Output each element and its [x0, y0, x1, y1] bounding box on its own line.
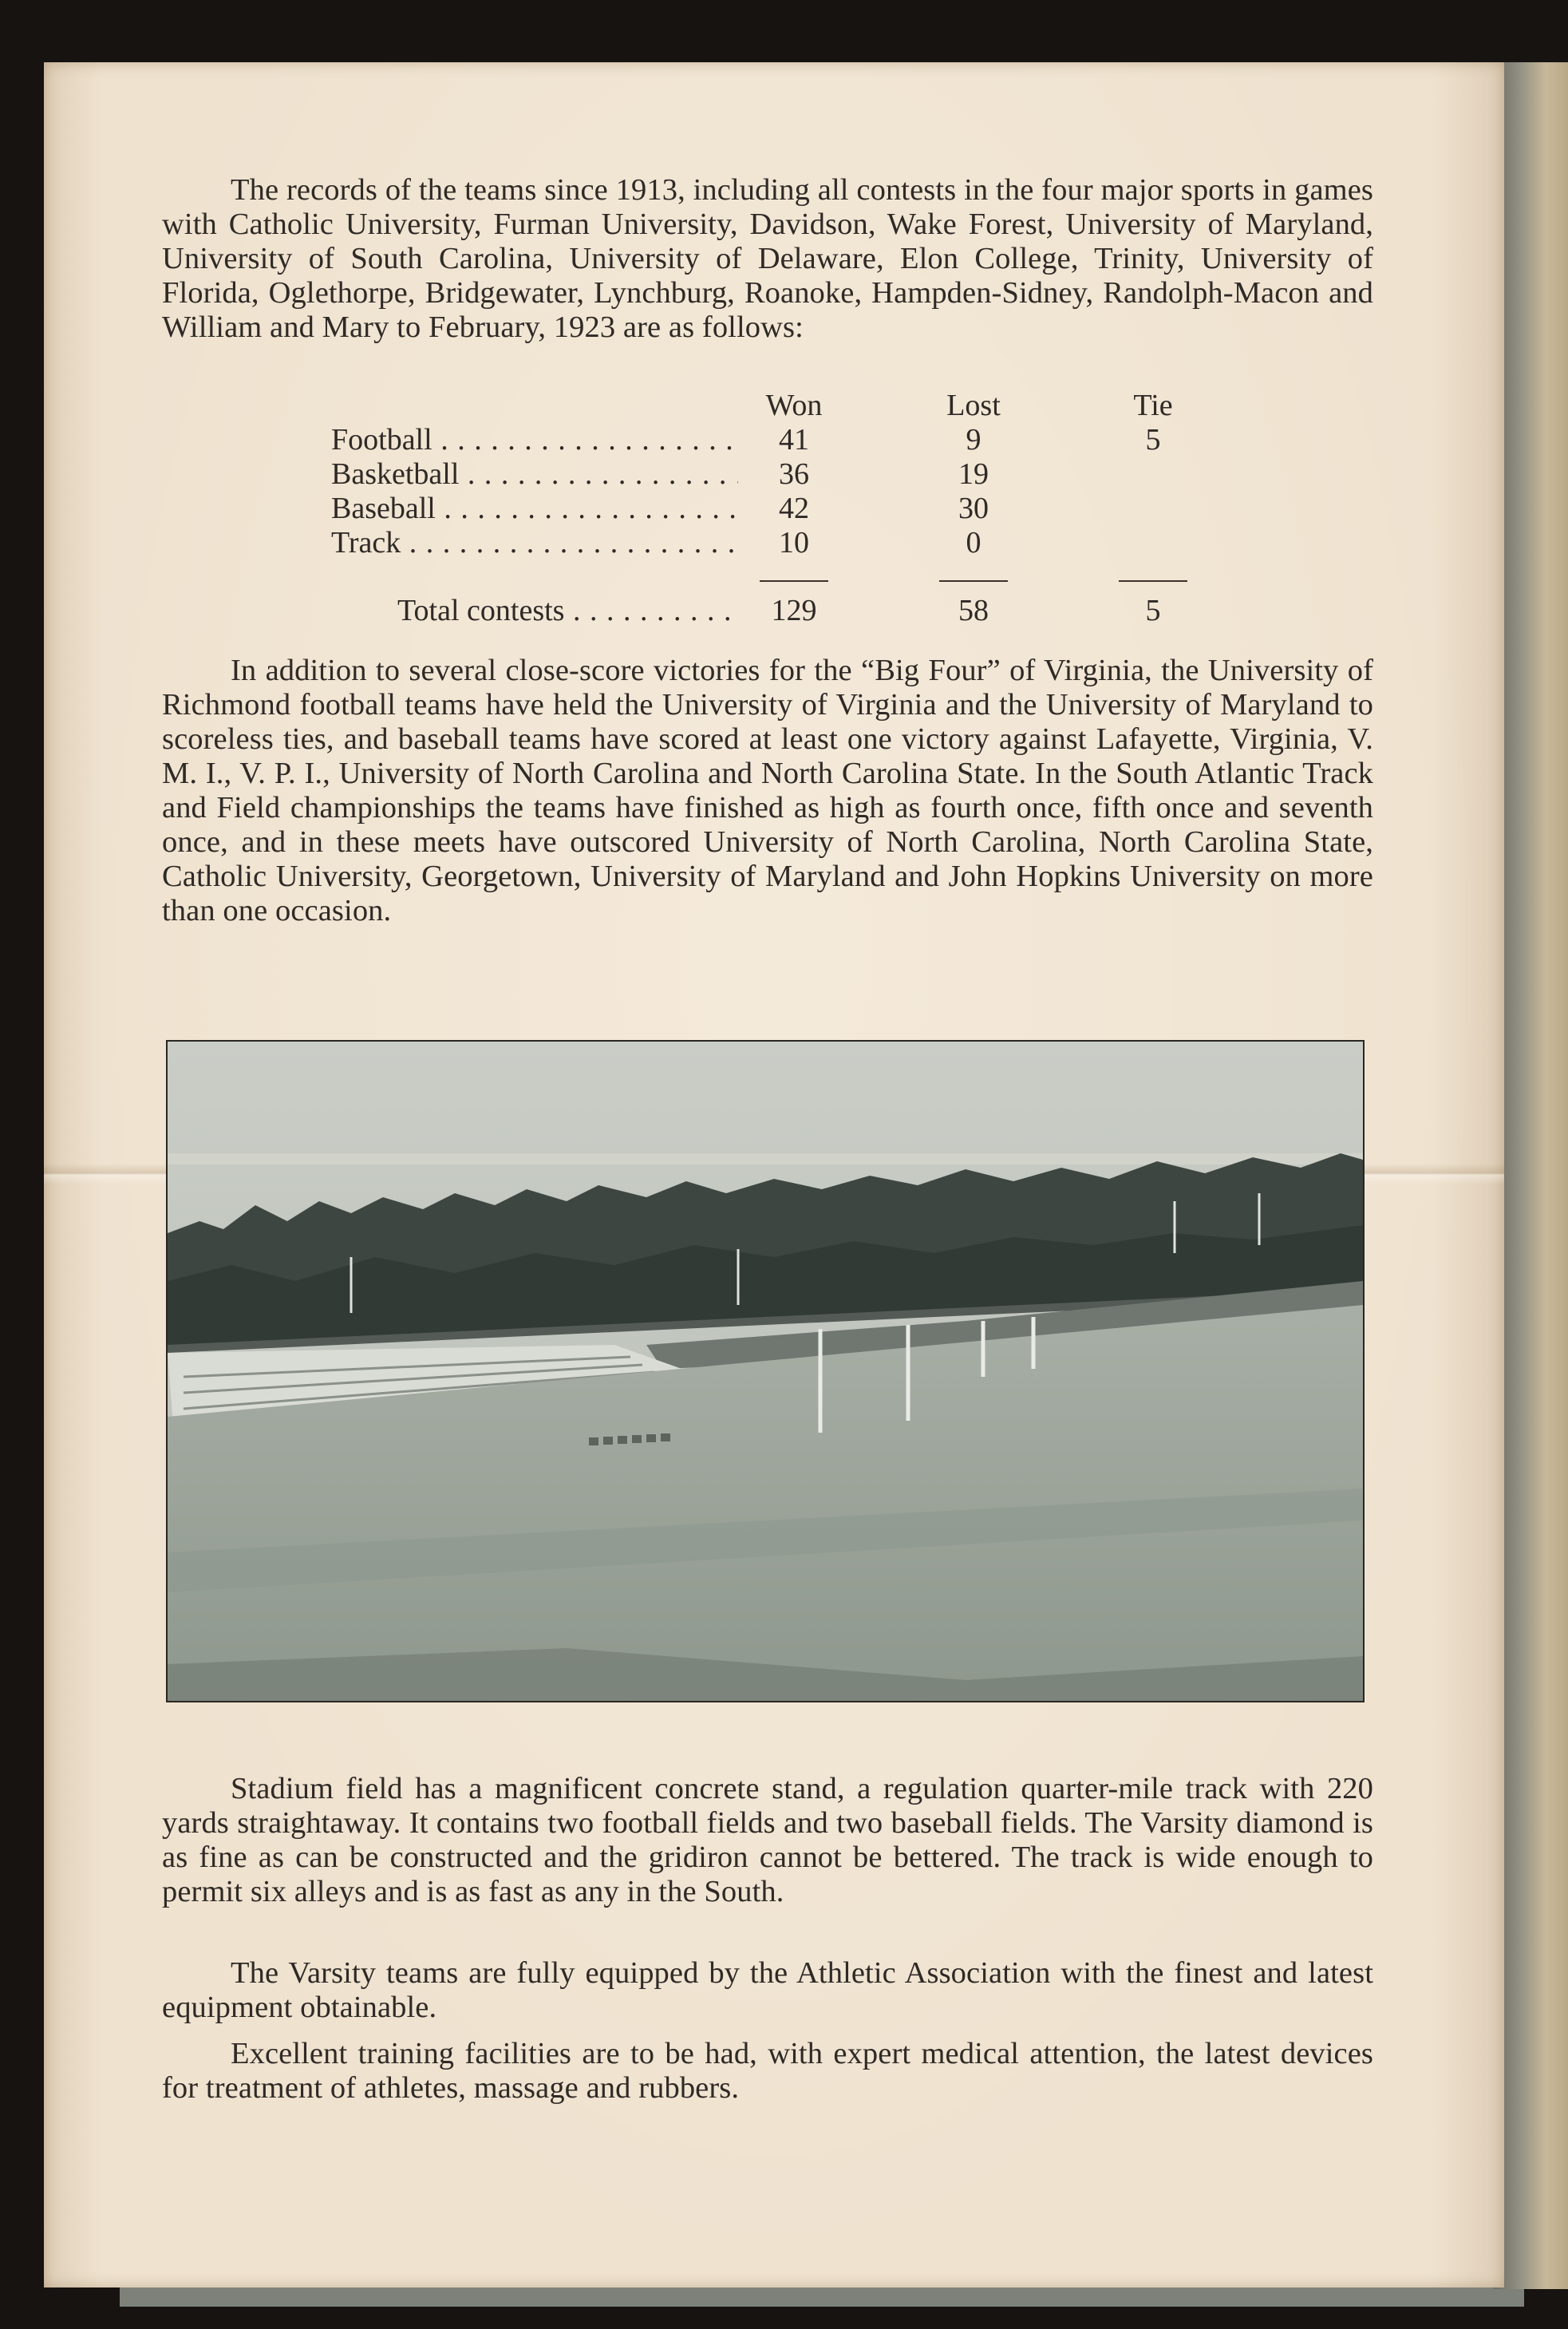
victories-paragraph: In addition to several close-score victories for the “Big Four” of Virginia, the University of Richmond football teams have held the University of Virginia and the University of Maryland to scoreless ties, and baseball teams have scored at least one victory against Lafayette, Virginia, V. M. I., V. P. I., University of North Carolina and North Carolina State. In the South Atlantic Track and Field championships the teams have finished as high as fourth once, fifth once and seventh once, and in these meets have outscored University of North Carolina, North Carolina State, Catholic University, Georgetown, University of Maryland and John Hopkins University on more than one occasion.	[162, 654, 1373, 927]
next-page-edge	[1494, 62, 1568, 2289]
header-won: Won	[765, 389, 823, 422]
total-rule-tie	[1119, 580, 1187, 582]
row-sport-basketball: Basketball . . .	[331, 457, 738, 492]
cell-won: 10	[779, 526, 809, 560]
cell-tie: 5	[1145, 423, 1161, 457]
document-page	[44, 62, 1504, 2287]
total-rule-lost	[939, 580, 1008, 582]
header-tie: Tie	[1133, 389, 1173, 422]
cell-won: 42	[779, 492, 809, 525]
equipment-paragraph: The Varsity teams are fully equipped by the Athletic Association with the finest and latest equipment obtainable.	[162, 1956, 1373, 2024]
cell-lost: 9	[966, 423, 981, 457]
stadium-paragraph: Stadium field has a magnificent concrete stand, a regulation quarter-mile track with 220 yards straightaway. It contains two football fields and two baseball fields. The Varsity diamond is as fine as can be constructed and the gridiron cannot be bettered. The track is wide enough to permit six alleys and is as fast as any in the South.	[162, 1772, 1373, 1908]
total-rule-won	[760, 580, 828, 582]
cell-lost: 19	[958, 457, 989, 491]
header-lost: Lost	[946, 389, 1001, 422]
total-lost: 58	[958, 594, 989, 627]
intro-paragraph: The records of the teams since 1913, including all contests in the four major sports in games with Catholic University, Furman University, Davidson, Wake Forest, University of Maryland, University of South Carolina, University of Delaware, Elon College, Trinity, University of Florida, Oglethorpe, Bridgewater, Lynchburg, Roanoke, Hampden-Sidney, Randolph-Macon and William and Mary to February, 1923 are as follows:	[162, 173, 1373, 344]
cell-lost: 30	[958, 492, 989, 525]
total-contests-label: Total contests . . .	[397, 594, 738, 628]
cell-lost: 0	[966, 526, 981, 560]
row-sport-track: Track . . .	[331, 526, 738, 560]
stadium-field-photo	[166, 1040, 1365, 1702]
row-sport-baseball: Baseball . . .	[331, 492, 738, 526]
total-won: 129	[771, 594, 817, 627]
cell-won: 36	[779, 457, 809, 491]
row-sport-football: Football . . .	[331, 423, 738, 457]
training-paragraph: Excellent training facilities are to be had, with expert medical attention, the latest devices for treatment of athletes, massage and rubbers.	[162, 2037, 1373, 2105]
total-tie: 5	[1145, 594, 1161, 627]
cell-won: 41	[779, 423, 809, 457]
